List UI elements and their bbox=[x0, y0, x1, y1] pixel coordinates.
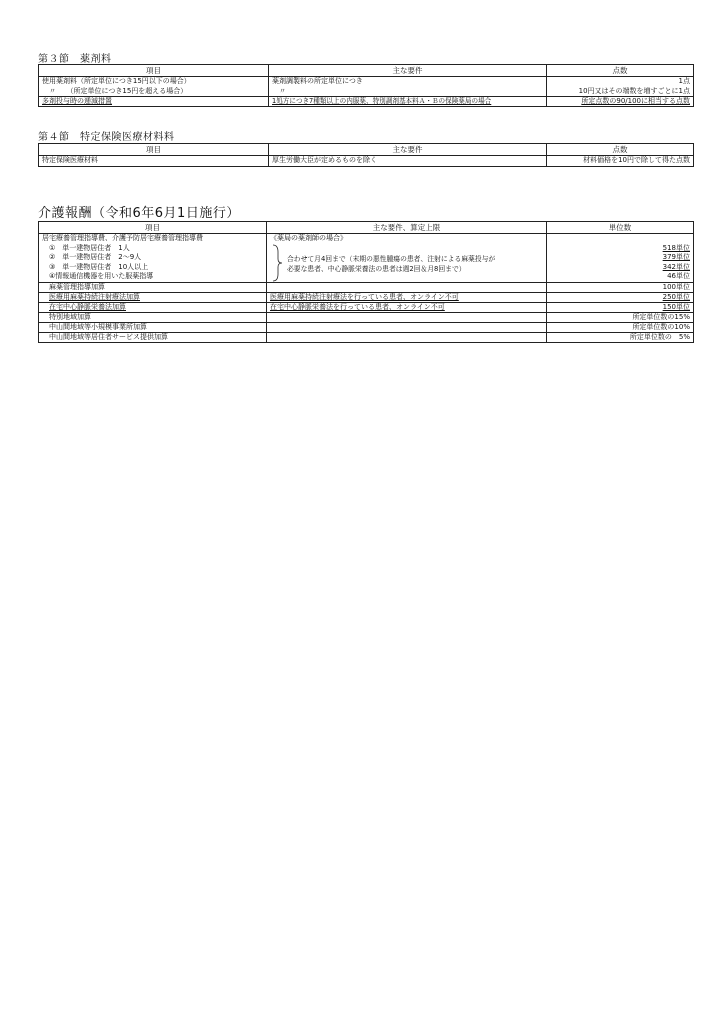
cell-requirement bbox=[267, 332, 547, 342]
cell-requirement: 厚生労働大臣が定めるものを除く bbox=[269, 156, 547, 167]
cell-item: 在宅中心静脈栄養法加算 bbox=[39, 302, 267, 312]
table-row bbox=[39, 292, 694, 302]
cell-item: 医療用麻薬持続注射療法加算 bbox=[39, 292, 267, 302]
cell-points: 材料価格を10円で除して得た点数 bbox=[547, 156, 694, 167]
cell-points: 10円又はその端数を増すごとに1点 bbox=[547, 87, 694, 97]
table-row bbox=[39, 312, 694, 322]
header-units: 単位数 bbox=[547, 222, 694, 234]
cell-item: 多剤投与時の逓減措置 bbox=[39, 97, 269, 107]
cell-units: 100単位 bbox=[547, 282, 694, 292]
header-points: 点数 bbox=[547, 65, 694, 77]
req-line-2: 必要な患者、中心静脈栄養法の患者は週2回＆月8回まで） bbox=[287, 265, 466, 273]
kaigo-table bbox=[38, 221, 694, 343]
cell-units-block bbox=[547, 234, 694, 283]
cell-units: 250単位 bbox=[547, 292, 694, 302]
cell-item: 〃 （所定単位につき15円を超える場合） bbox=[39, 87, 269, 97]
table-row bbox=[39, 97, 694, 107]
cell-units: 所定単位数の10% bbox=[547, 322, 694, 332]
cell-requirement: 〃 bbox=[269, 87, 547, 97]
table-row bbox=[39, 332, 694, 342]
sub-item: ② 単一建物居住者 2～9人 bbox=[49, 253, 142, 261]
cell-points: 所定点数の90/100に相当する点数 bbox=[547, 97, 694, 107]
sub-units: 342単位 bbox=[662, 262, 690, 271]
sub-item: ① 単一建物居住者 1人 bbox=[49, 243, 130, 252]
header-points: 点数 bbox=[547, 144, 694, 156]
cell-item: 中山間地域等小規模事業所加算 bbox=[39, 322, 267, 332]
table-row bbox=[39, 322, 694, 332]
table-row bbox=[39, 282, 694, 292]
cell-units: 150単位 bbox=[547, 302, 694, 312]
cell-requirement bbox=[267, 312, 547, 322]
section3-table bbox=[38, 64, 694, 107]
cell-requirement: 薬剤調製料の所定単位につき bbox=[269, 77, 547, 87]
req-line-1: 合わせて月4回まで（末期の悪性腫瘍の患者、注射による麻薬投与が bbox=[287, 255, 496, 263]
cell-item: 特別地域加算 bbox=[39, 312, 267, 322]
kaigo-title: 介護報酬（令和6年6月1日施行） bbox=[38, 206, 240, 221]
main-item-label: 居宅療養管理指導費、介護予防居宅療養管理指導費 bbox=[42, 234, 203, 242]
cell-requirement: 在宅中心静脈栄養法を行っている患者、オンライン不可 bbox=[267, 302, 547, 312]
header-item: 項目 bbox=[39, 144, 269, 156]
cell-item: 麻薬管理指導加算 bbox=[39, 282, 267, 292]
header-item: 項目 bbox=[39, 222, 267, 234]
header-requirement: 主な要件 bbox=[269, 144, 547, 156]
header-item: 項目 bbox=[39, 65, 269, 77]
brace-icon bbox=[271, 244, 283, 282]
table-header-row bbox=[39, 144, 694, 156]
table-row bbox=[39, 87, 694, 97]
table-header-row bbox=[39, 65, 694, 77]
sub-item: ③ 単一建物居住者 10人以上 bbox=[49, 262, 149, 271]
table-row bbox=[39, 302, 694, 312]
table-row bbox=[39, 234, 694, 283]
cell-units: 所定単位数の 5% bbox=[547, 332, 694, 342]
req-heading: 《薬局の薬剤師の場合》 bbox=[270, 234, 347, 242]
section4-title: 第４節 特定保険医療材料料 bbox=[38, 132, 175, 143]
cell-requirement bbox=[267, 282, 547, 292]
cell-requirement: 1処方につき7種類以上の内服薬、特別調剤基本料Ａ・Ｂの保険薬局の場合 bbox=[269, 97, 547, 107]
cell-points: 1点 bbox=[547, 77, 694, 87]
table-header-row bbox=[39, 222, 694, 234]
sub-units: 379単位 bbox=[662, 253, 690, 261]
cell-item-block bbox=[39, 234, 267, 283]
section4-table bbox=[38, 143, 694, 167]
section3-title: 第３節 薬剤料 bbox=[38, 54, 112, 65]
cell-requirement-block bbox=[267, 234, 547, 283]
sub-units: 46単位 bbox=[667, 272, 690, 280]
cell-units: 所定単位数の15% bbox=[547, 312, 694, 322]
header-requirement: 主な要件 bbox=[269, 65, 547, 77]
cell-item: 使用薬剤料（所定単位につき15円以下の場合） bbox=[39, 77, 269, 87]
header-requirement: 主な要件、算定上限 bbox=[267, 222, 547, 234]
cell-requirement bbox=[267, 322, 547, 332]
table-row bbox=[39, 77, 694, 87]
cell-item: 特定保険医療材料 bbox=[39, 156, 269, 167]
cell-requirement: 医療用麻薬持続注射療法を行っている患者、オンライン不可 bbox=[267, 292, 547, 302]
sub-units: 518単位 bbox=[662, 243, 690, 252]
cell-item: 中山間地域等居住者サービス提供加算 bbox=[39, 332, 267, 342]
sub-item: ④情報通信機器を用いた服薬指導 bbox=[49, 272, 154, 280]
table-row bbox=[39, 156, 694, 167]
